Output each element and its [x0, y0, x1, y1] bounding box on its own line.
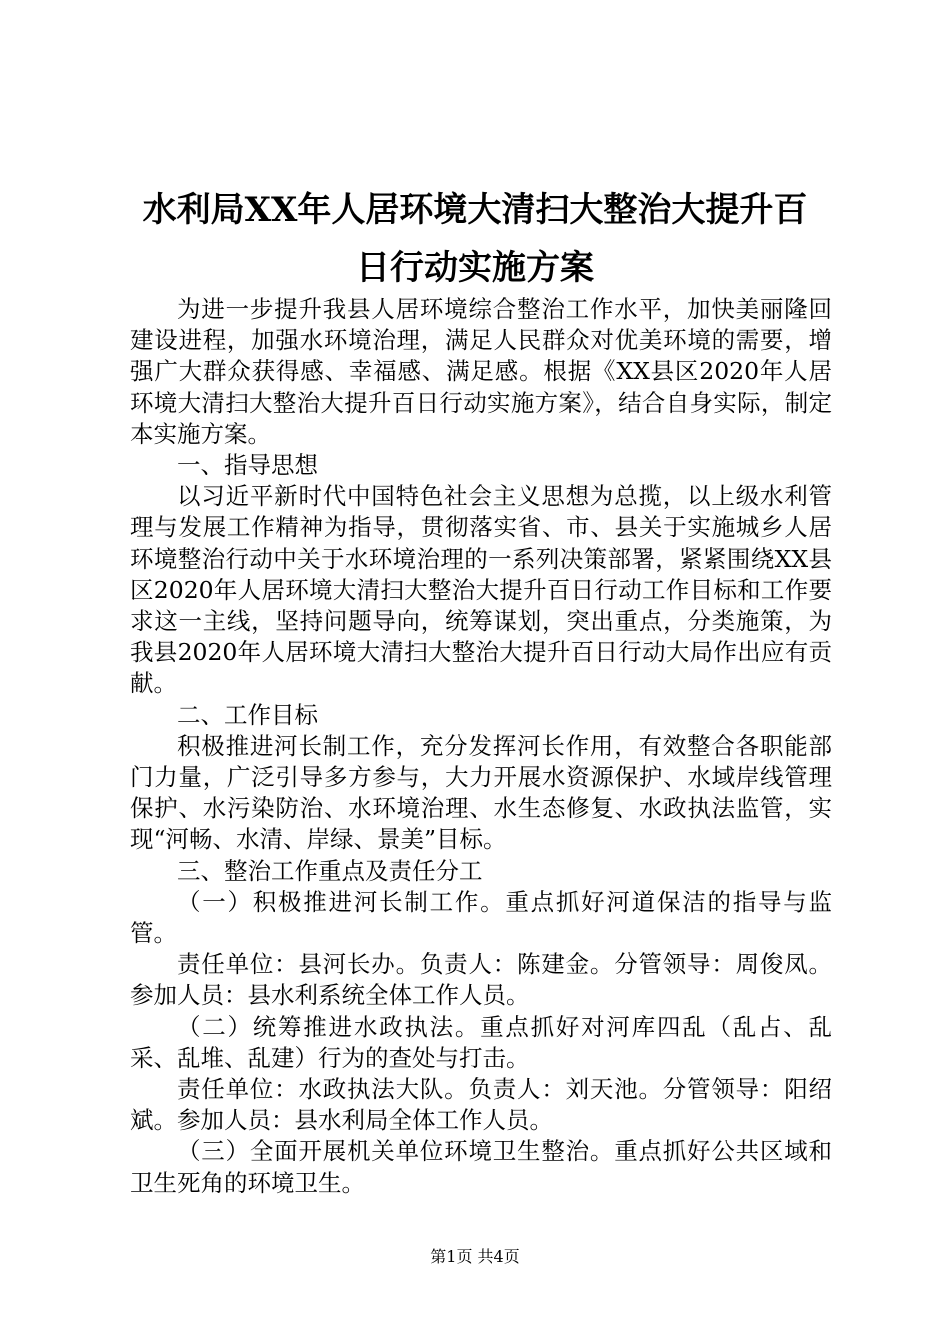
- page-number-total: 共4页: [477, 1247, 520, 1266]
- section-heading-work-goals: 二、工作目标: [177, 700, 318, 729]
- document-title-line1: 水利局XX年人居环境大清扫大整治大提升百: [142, 190, 808, 230]
- task-item-1: （一）积极推进河长制工作。重点抓好河道保洁的指导与监管。: [130, 887, 832, 948]
- task-item-1-responsibility: 责任单位：县河长办。负责人：陈建金。分管领导：周俊凤。参加人员：县水利系统全体工作人员。: [130, 950, 832, 1010]
- document-title-line2: 日行动实施方案: [356, 248, 594, 288]
- page-number-current: 第1页: [430, 1247, 473, 1266]
- paragraph-guiding-ideology: 以习近平新时代中国特色社会主义思想为总揽，以上级水利管理与发展工作精神为指导，贯彻落实省、市、县关于实施城乡人居环境整治行动中关于水环境治理的一系列决策部署，紧紧围绕XX县区2020年人居环境大清扫大整治大提升百日行动工作目标和工作要求这一主线，坚持问题导向，统筹谋划，突出重点，分类施策，为我县2020年人居环境大清扫大整治大提升百日行动大局作出应有贡献。: [130, 482, 832, 698]
- page-footer: [0, 1247, 950, 1267]
- section-heading-guiding-ideology: 一、指导思想: [177, 451, 318, 480]
- paragraph-intro: 为进一步提升我县人居环境综合整治工作水平，加快美丽隆回建设进程，加强水环境治理，满足人民群众对优美环境的需要，增强广大群众获得感、幸福感、满足感。根据《XX县区2020年人居环境大清扫大整治大提升百日行动实施方案》，结合自身实际，制定本实施方案。: [130, 295, 832, 448]
- paragraph-work-goals: 积极推进河长制工作，充分发挥河长作用，有效整合各职能部门力量，广泛引导多方参与，大力开展水资源保护、水域岸线管理保护、水污染防治、水环境治理、水生态修复、水政执法监管，实现“河畅、水清、岸绿、景美”目标。: [130, 731, 832, 854]
- document-body: [130, 294, 832, 1199]
- task-item-3: （三）全面开展机关单位环境卫生整治。重点抓好公共区域和卫生死角的环境卫生。: [130, 1137, 832, 1197]
- task-item-2: （二）统筹推进水政执法。重点抓好对河库四乱（乱占、乱采、乱堆、乱建）行为的查处与打击。: [130, 1012, 832, 1072]
- task-item-2-responsibility: 责任单位：水政执法大队。负责人：刘天池。分管领导：阳绍斌。参加人员：县水利局全体工作人员。: [130, 1075, 832, 1135]
- section-heading-key-tasks: 三、整治工作重点及责任分工: [177, 856, 483, 885]
